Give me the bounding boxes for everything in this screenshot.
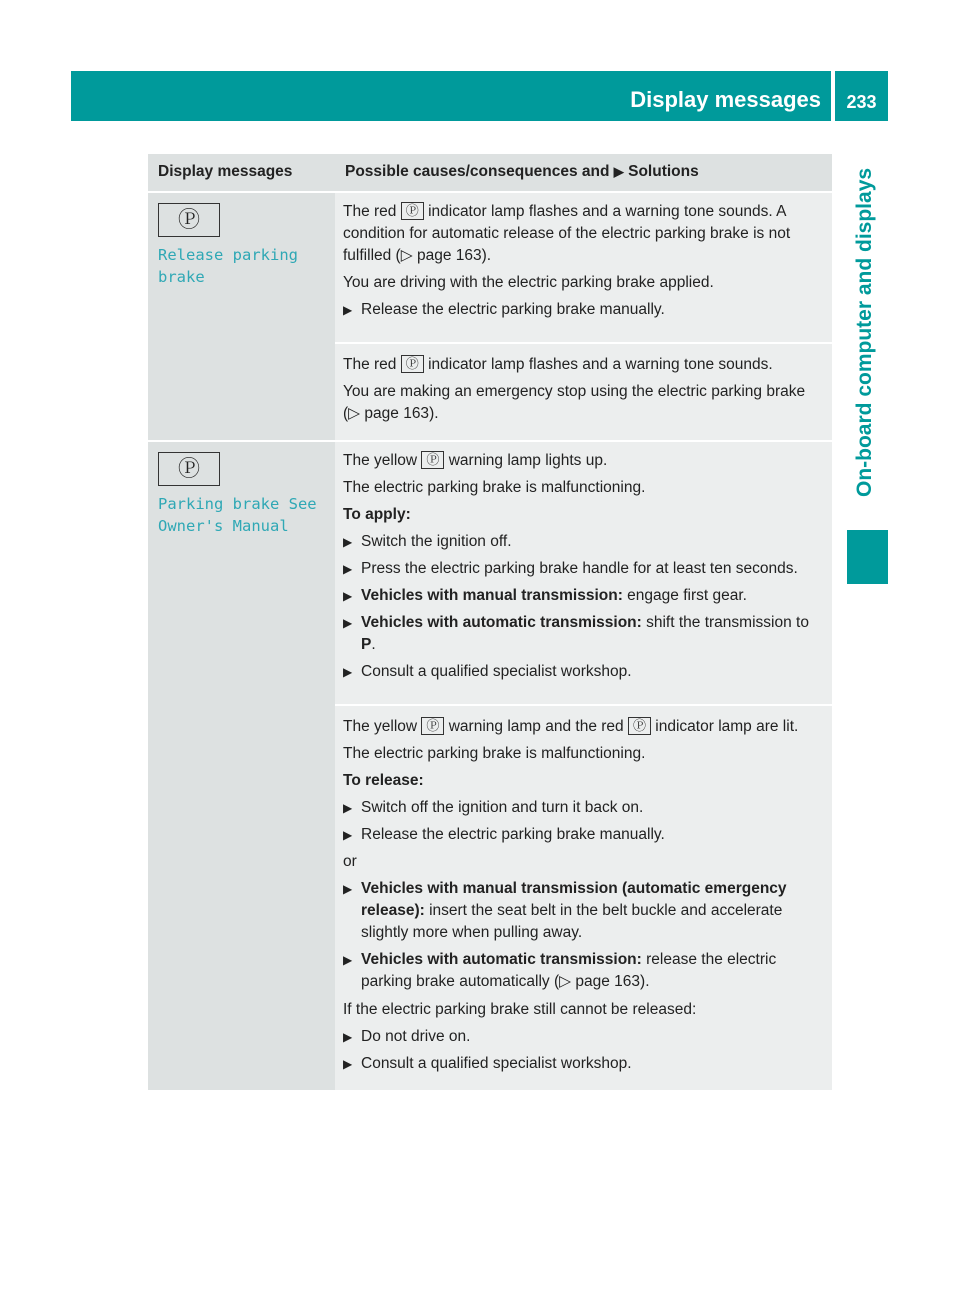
solution-cell: The red Ⓟ indicator lamp flashes and a warning tone sounds. A condition for automatic release of the electric parking brake is not fulfilled (▷ page 163). You are driving with the electric parking brake applied. ▶ Release the electric parking brake manually. — [335, 192, 832, 343]
parking-brake-icon: Ⓟ — [401, 202, 424, 220]
solution-cell: The yellow Ⓟ warning lamp and the red Ⓟ indicator lamp are lit. The electric parking brake is malfunctioning. To release: ▶ Switch off the ignition and turn it back on. ▶ Release the electric parking brake manually. or ▶ Vehicles with manual transmission (automatic emergency release): insert the seat belt in the belt buckle and accelerate slightly more when pulling away. ▶ Vehicles with automatic transmission: release the electric parking brake automatically (▷ page 163). If the electric parking brake still cannot be released: ▶ Do not drive on. ▶ Consult a qualified specialist workshop. — [335, 705, 832, 1091]
arrow-icon: ▶ — [343, 616, 353, 630]
list-item: ▶ Vehicles with manual transmission (automatic emergency release): insert the seat belt in the belt buckle and accelerate slightly more when pulling away. — [343, 880, 787, 941]
table-header-row — [148, 154, 832, 192]
arrow-icon: ▶ — [343, 303, 353, 317]
parking-brake-icon: Ⓟ — [158, 452, 220, 486]
arrow-icon: ▶ — [343, 1030, 353, 1044]
table-row — [148, 192, 832, 343]
display-message-text: Release parking brake — [158, 246, 298, 286]
page-number: 233 — [835, 71, 888, 121]
display-message-text: Parking brake See Owner's Manual — [158, 495, 317, 535]
parking-brake-icon: Ⓟ — [401, 355, 424, 373]
list-item: ▶ Press the electric parking brake handle for at least ten seconds. — [343, 558, 826, 580]
parking-brake-icon: Ⓟ — [421, 717, 444, 735]
arrow-icon: ▶ — [343, 535, 353, 549]
list-item: ▶ Release the electric parking brake manually. — [343, 824, 826, 846]
arrow-icon: ▶ — [343, 1057, 353, 1071]
arrow-icon: ▶ — [343, 828, 353, 842]
list-item: ▶ Vehicles with automatic transmission: release the electric parking brake automatically (▷ page 163). — [343, 951, 777, 990]
list-item: ▶ Vehicles with automatic transmission: shift the transmission to P. — [343, 614, 809, 653]
solution-cell: The yellow Ⓟ warning lamp lights up. The electric parking brake is malfunctioning. To apply: ▶ Switch the ignition off. ▶ Press the electric parking brake handle for at least ten seconds. ▶ Vehicles with manual transmission: engage first gear. ▶ Vehicles with automatic transmission: shift the transmission to P. ▶ Consult a qualified specialist workshop. — [335, 441, 832, 705]
parking-brake-icon: Ⓟ — [421, 451, 444, 469]
arrow-icon: ▶ — [343, 801, 353, 815]
side-tab-marker — [847, 530, 888, 584]
arrow-icon: ▶ — [343, 953, 353, 967]
arrow-icon: ▶ — [343, 665, 353, 679]
parking-brake-icon: Ⓟ — [158, 203, 220, 237]
display-messages-table — [148, 154, 832, 1092]
list-item: ▶ Switch the ignition off. — [343, 531, 826, 553]
table-row — [148, 441, 832, 705]
solution-cell: The red Ⓟ indicator lamp flashes and a warning tone sounds. You are making an emergency stop using the electric parking brake (▷ page 163). — [335, 343, 832, 441]
section-side-tab: On-board computer and displays — [853, 168, 876, 498]
display-message-cell — [148, 441, 335, 1091]
col-header-causes-solutions: Possible causes/consequences and ▶ Solutions — [335, 154, 832, 192]
triangle-icon: ▷ — [348, 405, 361, 422]
parking-brake-icon: Ⓟ — [628, 717, 651, 735]
arrow-icon: ▶ — [613, 164, 624, 179]
list-item: ▶ Do not drive on. — [343, 1026, 826, 1048]
list-item: ▶ Consult a qualified specialist workshop. — [343, 661, 826, 683]
arrow-icon: ▶ — [343, 589, 353, 603]
list-item: ▶ Release the electric parking brake manually. — [343, 299, 826, 321]
list-item: ▶ Vehicles with manual transmission: engage first gear. — [343, 585, 826, 607]
display-message-cell — [148, 192, 335, 441]
arrow-icon: ▶ — [343, 882, 353, 896]
triangle-icon: ▷ — [559, 973, 572, 990]
triangle-icon: ▷ — [400, 247, 413, 264]
page-title: Display messages — [630, 87, 821, 112]
list-item: ▶ Consult a qualified specialist workshop. — [343, 1053, 826, 1075]
header-bar — [71, 71, 831, 121]
arrow-icon: ▶ — [343, 562, 353, 576]
col-header-display-messages: Display messages — [148, 154, 335, 192]
list-item: ▶ Switch off the ignition and turn it back on. — [343, 797, 826, 819]
